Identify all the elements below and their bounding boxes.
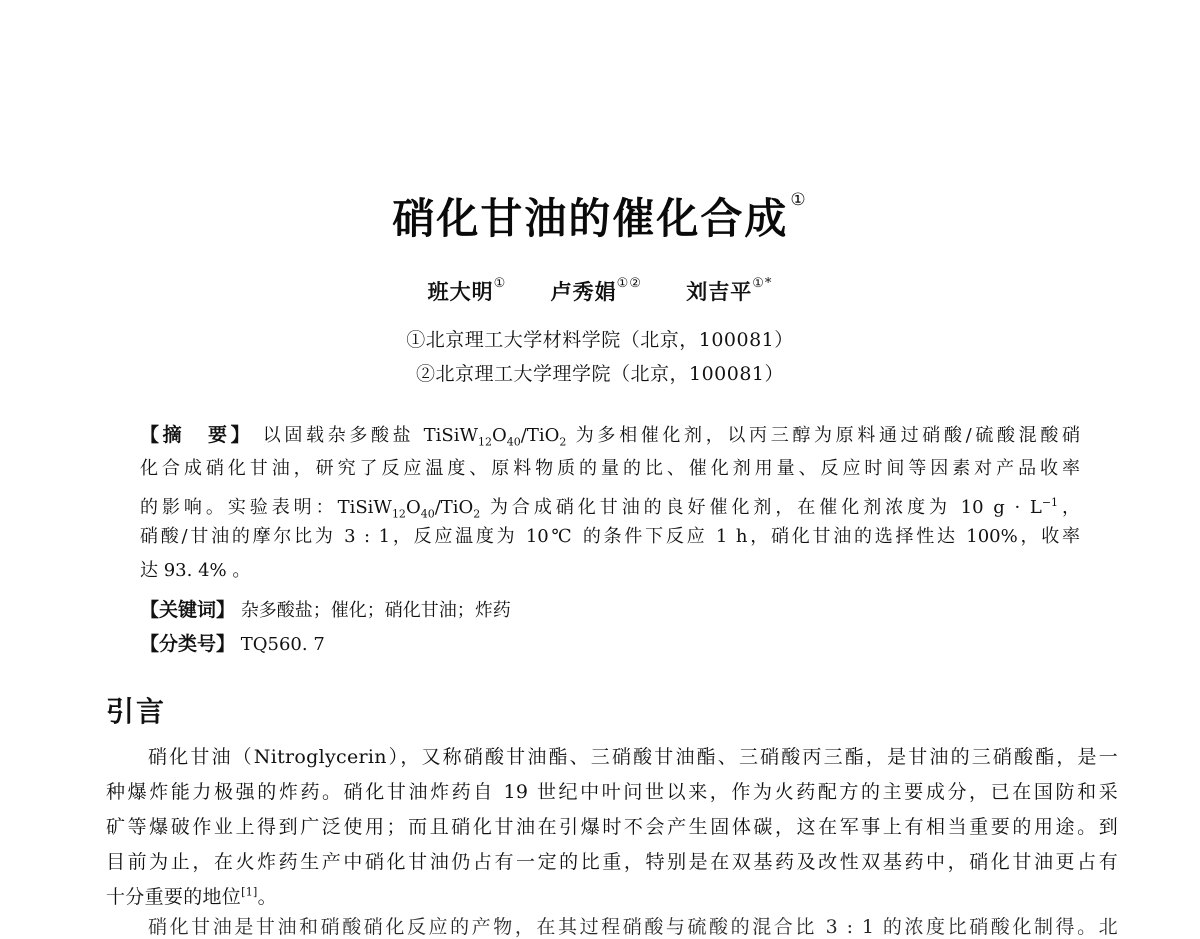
subscript: 12 — [478, 435, 493, 449]
abstract-text: /TiO — [434, 497, 474, 518]
author-list — [0, 276, 1200, 306]
subscript: 40 — [420, 507, 435, 521]
author-affil-mark: ①* — [752, 276, 773, 291]
body-line-2: 种爆炸能力极强的炸药。硝化甘油炸药自 19 世纪中叶问世以来，作为火药配方的主要成分，已在国防和采 — [106, 781, 1118, 803]
keywords-text: 杂多酸盐；催化；硝化甘油；炸药 — [240, 600, 511, 621]
section-heading: 引言 — [106, 695, 167, 728]
abstract-line-2: 化合成硝化甘油，研究了反应温度、原料物质的量的比、催化剂用量、反应时间等因素对产品收率 — [140, 458, 1080, 479]
author-affil-mark: ①② — [616, 276, 642, 291]
keywords-line — [140, 595, 511, 622]
body-text: 十分重要的地位 — [106, 886, 242, 908]
author-2 — [551, 276, 642, 306]
abstract-text: 为合成硝化甘油的良好催化剂，在催化剂浓度为 10 g · L — [480, 497, 1042, 518]
citation-ref: [1] — [241, 885, 258, 899]
superscript: −1 — [1041, 496, 1059, 509]
body-text: 。 — [257, 886, 277, 908]
body-line-3: 矿等爆破作业上得到广泛使用；而且硝化甘油在引爆时不会产生固体碳，这在军事上有相当重要的用途。到 — [106, 816, 1118, 838]
abstract-text: 为多相催化剂，以丙三醇为原料通过硝酸/硫酸混酸硝 — [566, 425, 1080, 446]
subscript: 12 — [391, 507, 406, 521]
affiliation-1: ①北京理工大学材料学院（北京，100081） — [406, 329, 794, 351]
body-line-6: 硝化甘油是甘油和硝酸硝化反应的产物，在其过程硝酸与硫酸的混合比 3 : 1 的浓度比硝酸化制得。北 — [148, 916, 1118, 938]
abstract-text: 以固载杂多酸盐 TiSiW — [262, 425, 479, 446]
title-footnote-mark: ① — [790, 190, 808, 210]
abstract-text: /TiO — [520, 425, 560, 446]
classification-label: 【分类号】 — [140, 633, 236, 655]
keywords-label: 【关键词】 — [140, 599, 236, 621]
abstract-text: O — [492, 425, 507, 446]
author-name: 刘吉平 — [686, 279, 753, 304]
abstract-line-4: 硝酸/甘油的摩尔比为 3 : 1，反应温度为 10℃ 的条件下反应 1 h，硝化甘油的选择性达 100%，收率 — [140, 526, 1080, 547]
body-line-5 — [106, 882, 1118, 909]
author-3 — [686, 276, 772, 306]
body-line-4: 目前为止，在火炸药生产中硝化甘油仍占有一定的比重，特别是在双基药及改性双基药中，硝化甘油更占有 — [106, 851, 1118, 873]
author-name: 班大明 — [427, 279, 494, 304]
abstract-text: O — [405, 497, 421, 518]
abstract-label: 【摘 要】 — [140, 424, 254, 446]
abstract-text: 的影响。实验表明：TiSiW — [140, 497, 392, 518]
author-affil-mark: ① — [493, 276, 507, 291]
classification-line — [140, 629, 325, 656]
classification-text: TQ560. 7 — [240, 634, 325, 655]
subscript: 40 — [506, 435, 521, 449]
abstract-text: ， — [1058, 497, 1080, 518]
body-line-1: 硝化甘油（Nitroglycerin），又称硝酸甘油酯、三硝酸甘油酯、三硝酸丙三酯，是甘油的三硝酸酯，是一 — [148, 746, 1118, 768]
paper-title — [0, 186, 1200, 246]
abstract-line-5: 达 93. 4% 。 — [140, 560, 251, 581]
author-name: 卢秀娟 — [550, 279, 617, 304]
title-text: 硝化甘油的催化合成 — [392, 194, 789, 243]
subscript: 2 — [559, 435, 567, 449]
subscript: 2 — [473, 507, 481, 521]
affiliation-2: ②北京理工大学理学院（北京，100081） — [415, 363, 785, 385]
author-1 — [428, 276, 507, 306]
